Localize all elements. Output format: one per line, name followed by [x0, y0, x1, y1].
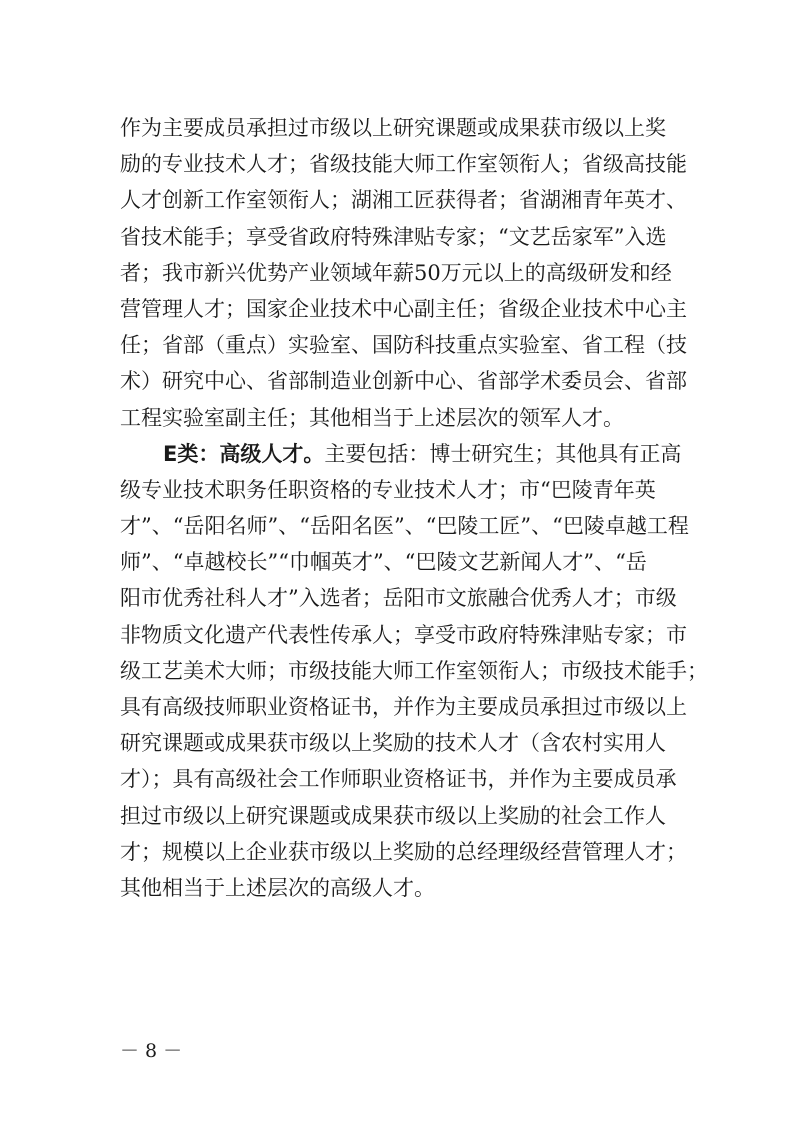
text-line: 作为主要成员承担过市级以上研究课题或成果获市级以上奖 [120, 116, 666, 140]
text-line [120, 436, 685, 472]
text-line: 励的专业技术人才；省级技能大师工作室领衔人；省级高技能 [120, 152, 687, 177]
text-line: 担过市级以上研究课题或成果获市级以上奖励的社会工作人 [120, 803, 666, 828]
paragraph-leading-talent [120, 110, 685, 436]
page-number: － 8 － [120, 1040, 183, 1062]
text-line: 研究课题或成果获市级以上奖励的技术人才（含农村实用人 [120, 731, 666, 756]
text-line: 级专业技术职务任职资格的专业技术人才；市“巴陵青年英 [120, 477, 656, 502]
text-line: 非物质文化遗产代表性传承人；享受市政府特殊津贴专家；市 [120, 622, 687, 647]
text-line: 才；规模以上企业获市级以上奖励的总经理级经营管理人才； [120, 839, 687, 864]
text-line: 才）；具有高级社会工作师职业资格证书，并作为主要成员承 [120, 767, 677, 792]
text-line: 级工艺美术大师；市级技能大师工作室领衔人；市级技术能手； [120, 658, 708, 683]
text-line: 者；我市新兴优势产业领域年薪50万元以上的高级研发和经 [120, 260, 672, 285]
text-line: 营管理人才；国家企业技术中心副主任；省级企业技术中心主 [120, 296, 687, 321]
text-line: 才”、“岳阳名师”、“岳阳名医”、“巴陵工匠”、“巴陵卓越工程 [120, 514, 689, 539]
text-line: 任；省部（重点）实验室、国防科技重点实验室、省工程（技 [120, 333, 687, 358]
text-line: 省技术能手；享受省政府特殊津贴专家；“文艺岳家军”入选 [120, 224, 667, 249]
text-line: 其他相当于上述层次的高级人才。 [120, 875, 435, 900]
paragraph-senior-talent [120, 436, 708, 906]
text-line: 师”、“卓越校长”“巾帼英才”、“巴陵文艺新闻人才”、“岳 [120, 550, 647, 575]
document-body [120, 110, 708, 906]
category-intro: 主要包括：博士研究生；其他具有正高 [324, 441, 682, 466]
category-heading: E类：高级人才。 [163, 441, 325, 466]
text-line: 具有高级技师职业资格证书，并作为主要成员承担过市级以上 [120, 695, 687, 719]
text-line: 术）研究中心、省部制造业创新中心、省部学术委员会、省部 [120, 369, 687, 394]
text-line: 阳市优秀社科人才”入选者；岳阳市文旅融合优秀人才；市级 [120, 586, 677, 611]
text-line: 工程实验室副主任；其他相当于上述层次的领军人才。 [120, 405, 624, 430]
text-line: 人才创新工作室领衔人；湖湘工匠获得者；省湖湘青年英才、 [120, 188, 687, 213]
